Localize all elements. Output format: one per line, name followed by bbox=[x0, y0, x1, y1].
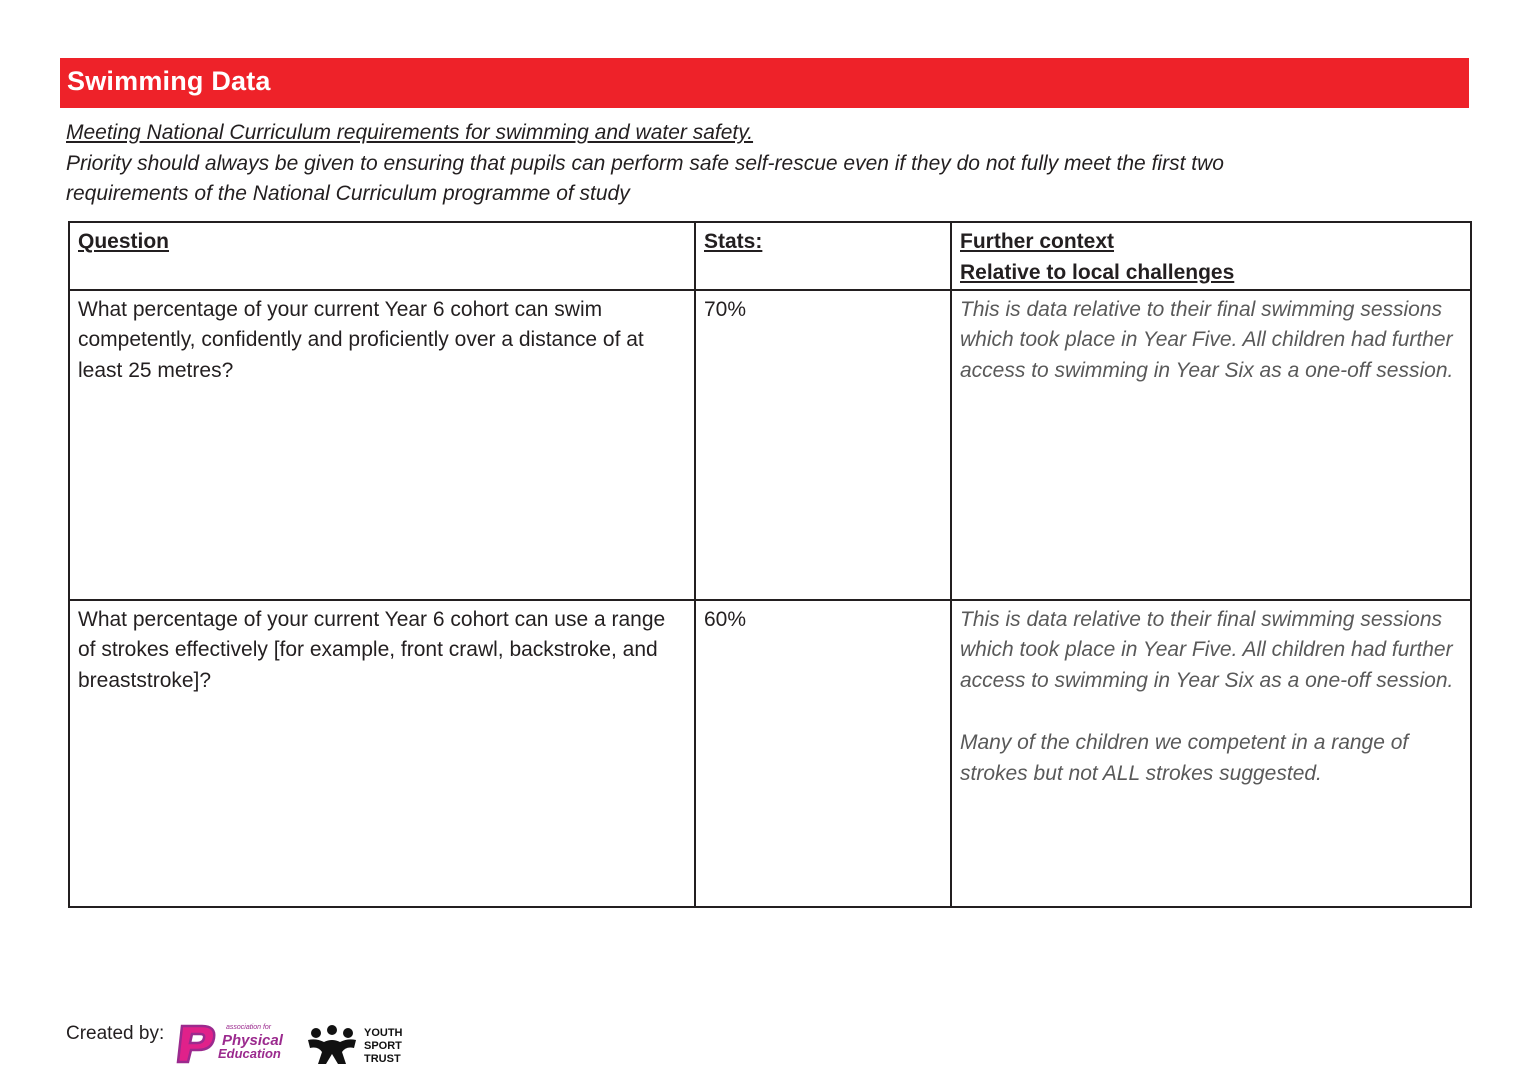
created-by-label: Created by: bbox=[66, 1023, 165, 1044]
row-question: What percentage of your current Year 6 cohort can swim competently, confidently and proficiently over a distance of at least 25 metres? bbox=[69, 290, 695, 600]
header-stats bbox=[695, 222, 951, 290]
yst-logo-line1: YOUTH bbox=[364, 1027, 403, 1039]
row-context bbox=[951, 600, 1471, 907]
afpe-logo bbox=[172, 1020, 298, 1066]
table-header-row bbox=[69, 222, 1471, 290]
yst-logo-line2: SPORT bbox=[364, 1040, 402, 1052]
row-context bbox=[951, 290, 1471, 600]
row-context-text: This is data relative to their final swimming sessions which took place in Year Five. All children had further access to swimming in Year Six as a one-off session. bbox=[960, 607, 1454, 693]
row-stat: 60% bbox=[695, 600, 951, 907]
table-row bbox=[69, 290, 1471, 600]
table-row bbox=[69, 600, 1471, 907]
row-question: What percentage of your current Year 6 cohort can use a range of strokes effectively [for example, front crawl, backstroke, and breaststroke]? bbox=[69, 600, 695, 907]
yst-logo bbox=[306, 1024, 411, 1066]
section-banner bbox=[60, 58, 1469, 108]
header-question-label: Question bbox=[78, 230, 170, 253]
header-stats-label: Stats: bbox=[704, 230, 763, 253]
header-context bbox=[951, 222, 1471, 290]
intro-heading: Meeting National Curriculum requirements for swimming and water safety. bbox=[66, 121, 754, 144]
row-context-extra: Many of the children we competent in a range of strokes but not ALL strokes suggested. bbox=[960, 730, 1409, 785]
row-context-text: This is data relative to their final swimming sessions which took place in Year Five. All children had further access to swimming in Year Six as a one-off session. bbox=[960, 297, 1454, 383]
intro-line-2: requirements of the National Curriculum programme of study bbox=[66, 182, 630, 205]
header-context-label-1: Further context bbox=[960, 230, 1115, 253]
yst-logo-line3: TRUST bbox=[364, 1053, 401, 1065]
section-title: Swimming Data bbox=[67, 66, 271, 96]
afpe-logo-line1: Physical bbox=[222, 1032, 283, 1049]
paragraph-gap bbox=[960, 697, 1462, 728]
intro-text bbox=[66, 118, 1466, 210]
row-stat: 70% bbox=[695, 290, 951, 600]
swimming-data-table bbox=[68, 221, 1472, 908]
afpe-logo-small: association for bbox=[226, 1024, 272, 1031]
footer bbox=[66, 1020, 466, 1068]
afpe-logo-line2: Education bbox=[218, 1046, 281, 1061]
header-context-label-2: Relative to local challenges bbox=[960, 260, 1235, 284]
intro-line-1: Priority should always be given to ensuring that pupils can perform safe self-rescue even if they do not fully meet the first two bbox=[66, 151, 1224, 175]
header-question bbox=[69, 222, 695, 290]
